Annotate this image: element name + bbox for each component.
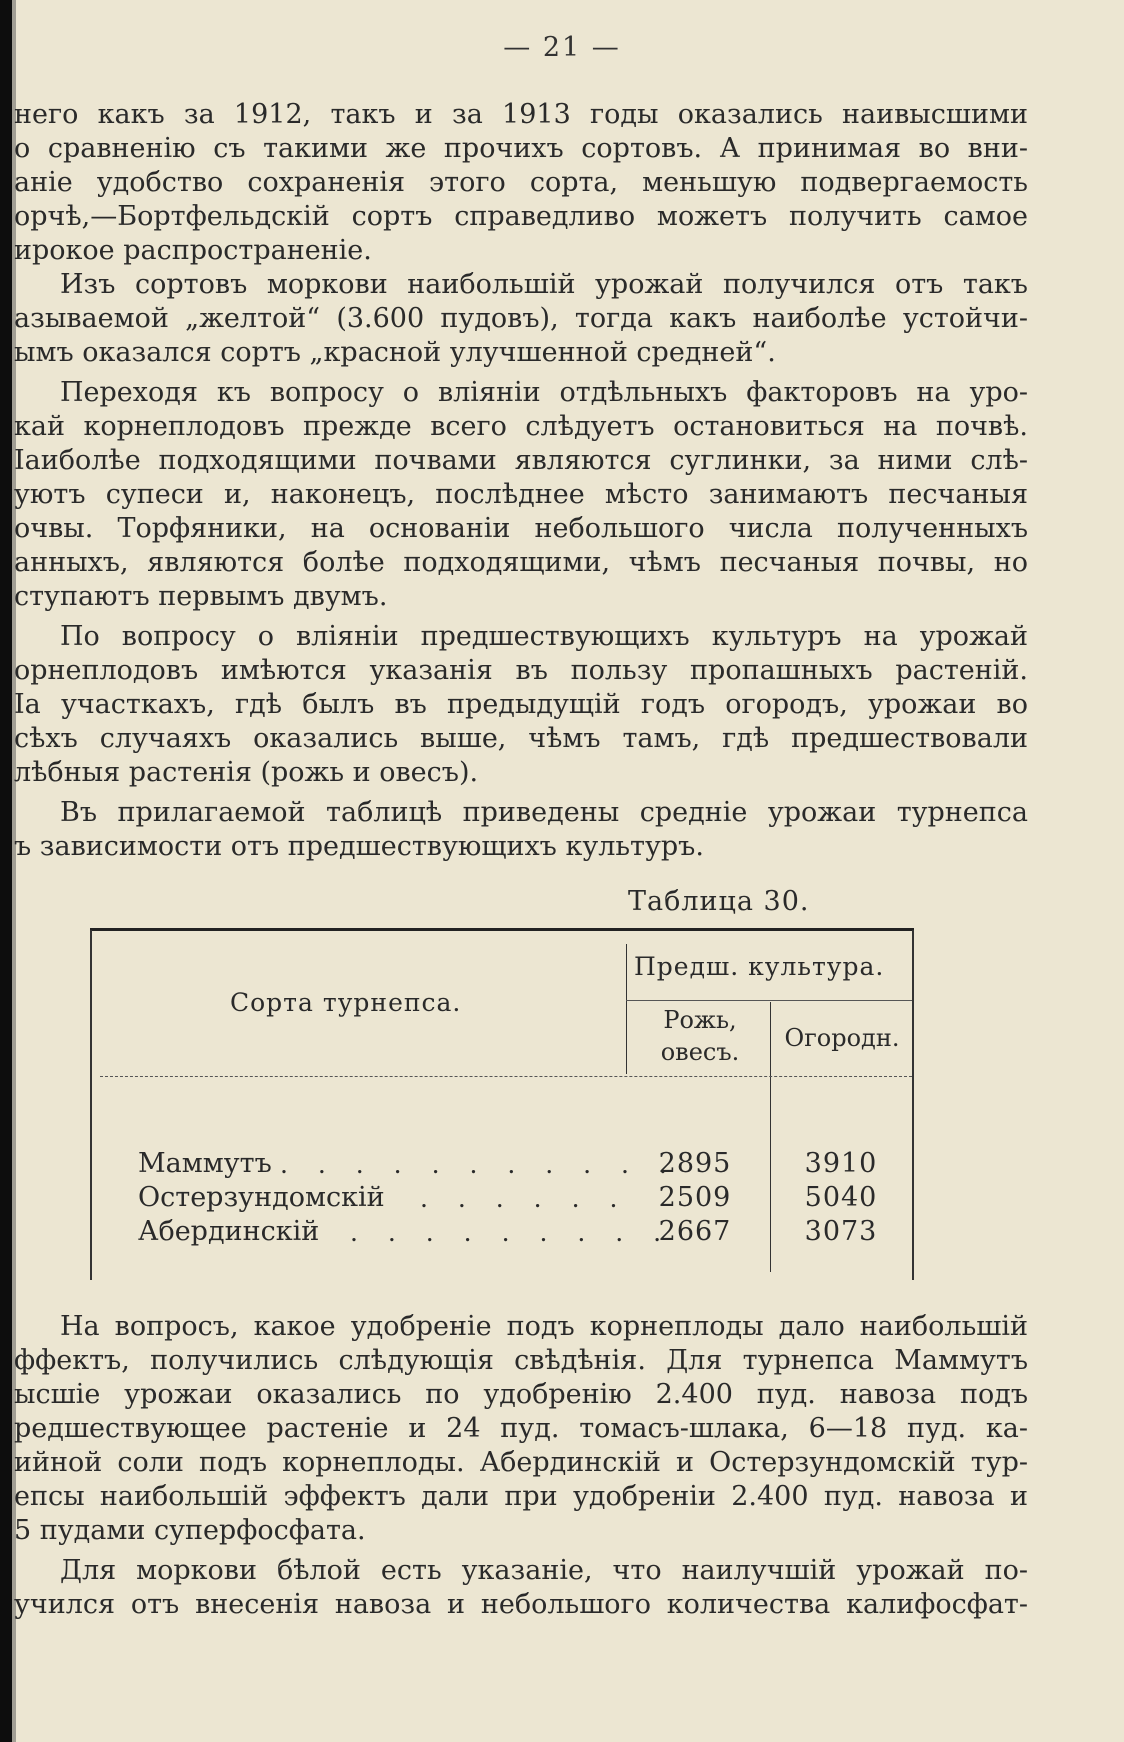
table-row-name: Маммутъ xyxy=(138,1148,272,1179)
para6-line-2: ффектъ, получились слѣдующія свѣдѣнія. Для турнепса Маммутъ xyxy=(14,1345,1028,1376)
para1-line-4: орчѣ,—Бортфельдскій сортъ справедливо можетъ получить самое xyxy=(14,201,1028,232)
table-cell-garden: 5040 xyxy=(804,1182,878,1213)
table-right-border xyxy=(912,930,914,1280)
table-header-rule xyxy=(100,1076,912,1077)
para4-line-4: сѣхъ случаяхъ оказались выше, чѣмъ тамъ, гдѣ предшествовали xyxy=(14,723,1028,754)
table-cell-rye-oats: 2509 xyxy=(658,1182,732,1213)
para6-line-4: редшествующее растеніе и 24 пуд. томасъ-шлака, 6—18 пуд. ка- xyxy=(14,1413,1028,1444)
para6-line-6: епсы наибольшій эффектъ дали при удобреніи 2.400 пуд. навоза и xyxy=(14,1481,1028,1512)
table-header-rye-oats xyxy=(636,1004,764,1068)
table-col-divider xyxy=(626,944,627,1074)
para3-line-4: уютъ супеси и, наконецъ, послѣднее мѣсто занимаютъ песчаныя xyxy=(14,479,1028,510)
para7-line-2: учился отъ внесенія навоза и небольшого количества калифосфат- xyxy=(14,1589,1028,1620)
para5-line-1: Въ прилагаемой таблицѣ приведены средніе урожаи турнепса xyxy=(60,797,1028,828)
para2-line-1: Изъ сортовъ моркови наибольшій урожай получился отъ такъ xyxy=(60,269,1028,300)
table-group-rule xyxy=(626,1000,912,1001)
para3-line-7: ступаютъ первымъ двумъ. xyxy=(14,581,388,612)
table-header-garden: Огородн. xyxy=(784,1024,900,1052)
para4-line-5: лѣбныя растенія (рожь и овесъ). xyxy=(14,757,479,788)
para6-line-1: На вопросъ, какое удобреніе подъ корнеплоды дало наибольшій xyxy=(60,1311,1028,1342)
para1-line-2: о сравненію съ такими же прочихъ сортовъ. А принимая во вни- xyxy=(14,133,1028,164)
table-row-name: Абердинскій xyxy=(138,1216,320,1247)
para1-line-1: него какъ за 1912, такъ и за 1913 годы оказались наивысшими xyxy=(14,99,1028,130)
page-number: — 21 — xyxy=(503,32,621,63)
para6-line-5: ийной соли подъ корнеплоды. Абердинскій и Остерзундомскій тур- xyxy=(14,1447,1028,1478)
table-cell-garden: 3910 xyxy=(804,1148,878,1179)
para3-line-3: Іаиболѣе подходящими почвами являются суглинки, за ними слѣ- xyxy=(14,445,1028,476)
table-row-leader-dots: . . . . . . xyxy=(420,1184,629,1213)
table-header-preceding-crop: Предш. культура. xyxy=(634,952,885,981)
table-top-rule xyxy=(90,928,914,931)
para6-line-3: ысшіе урожаи оказались по удобренію 2.400 пуд. навоза подъ xyxy=(14,1379,1028,1410)
para5-line-2: ъ зависимости отъ предшествующихъ культуръ. xyxy=(14,831,704,862)
para4-line-1: По вопросу о вліяніи предшествующихъ культуръ на урожай xyxy=(60,621,1028,652)
para1-line-5: ирокое распространеніе. xyxy=(14,235,372,266)
table-left-border xyxy=(90,930,92,1280)
table-header-varieties: Сорта турнепса. xyxy=(230,988,462,1017)
table-row-name: Остерзундомскій xyxy=(138,1182,385,1213)
para4-line-2: орнеплодовъ имѣются указанія въ пользу пропашныхъ растеній. xyxy=(14,655,1028,686)
table-row-leader-dots: . . . . . . . . . . . xyxy=(280,1150,678,1179)
table-header-rye-oats-line1: Рожь, xyxy=(663,1006,737,1034)
para1-line-3: аніе удобство сохраненія этого сорта, меньшую подвергаемость xyxy=(14,167,1028,198)
table-cell-rye-oats: 2895 xyxy=(658,1148,732,1179)
para3-line-2: кай корнеплодовъ прежде всего слѣдуетъ остановиться на почвѣ. xyxy=(14,411,1028,442)
para2-line-3: ымъ оказался сортъ „красной улучшенной средней“. xyxy=(14,337,776,368)
table-row-leader-dots: . . . . . . . . . xyxy=(350,1218,673,1247)
para6-line-7: 5 пудами суперфосфата. xyxy=(14,1515,366,1546)
para3-line-1: Переходя къ вопросу о вліяніи отдѣльныхъ факторовъ на уро- xyxy=(60,377,1028,408)
para3-line-5: очвы. Торфяники, на основаніи небольшого числа полученныхъ xyxy=(14,513,1028,544)
table-cell-rye-oats: 2667 xyxy=(658,1216,732,1247)
para3-line-6: анныхъ, являются болѣе подходящими, чѣмъ песчаныя почвы, но xyxy=(14,547,1028,578)
table-header-rye-oats-line2: овесъ. xyxy=(660,1038,740,1066)
table-caption: Таблица 30. xyxy=(628,886,810,917)
table-cell-garden: 3073 xyxy=(804,1216,878,1247)
para7-line-1: Для моркови бѣлой есть указаніе, что наилучшій урожай по- xyxy=(60,1555,1028,1586)
page-edge-shadow xyxy=(0,0,12,1742)
para2-line-2: азываемой „желтой“ (3.600 пудовъ), тогда какъ наиболѣе устойчи- xyxy=(14,303,1028,334)
table-subcol-divider xyxy=(770,1002,771,1272)
para4-line-3: Іа участкахъ, гдѣ былъ въ предыдущій годъ огородъ, урожаи во xyxy=(14,689,1028,720)
